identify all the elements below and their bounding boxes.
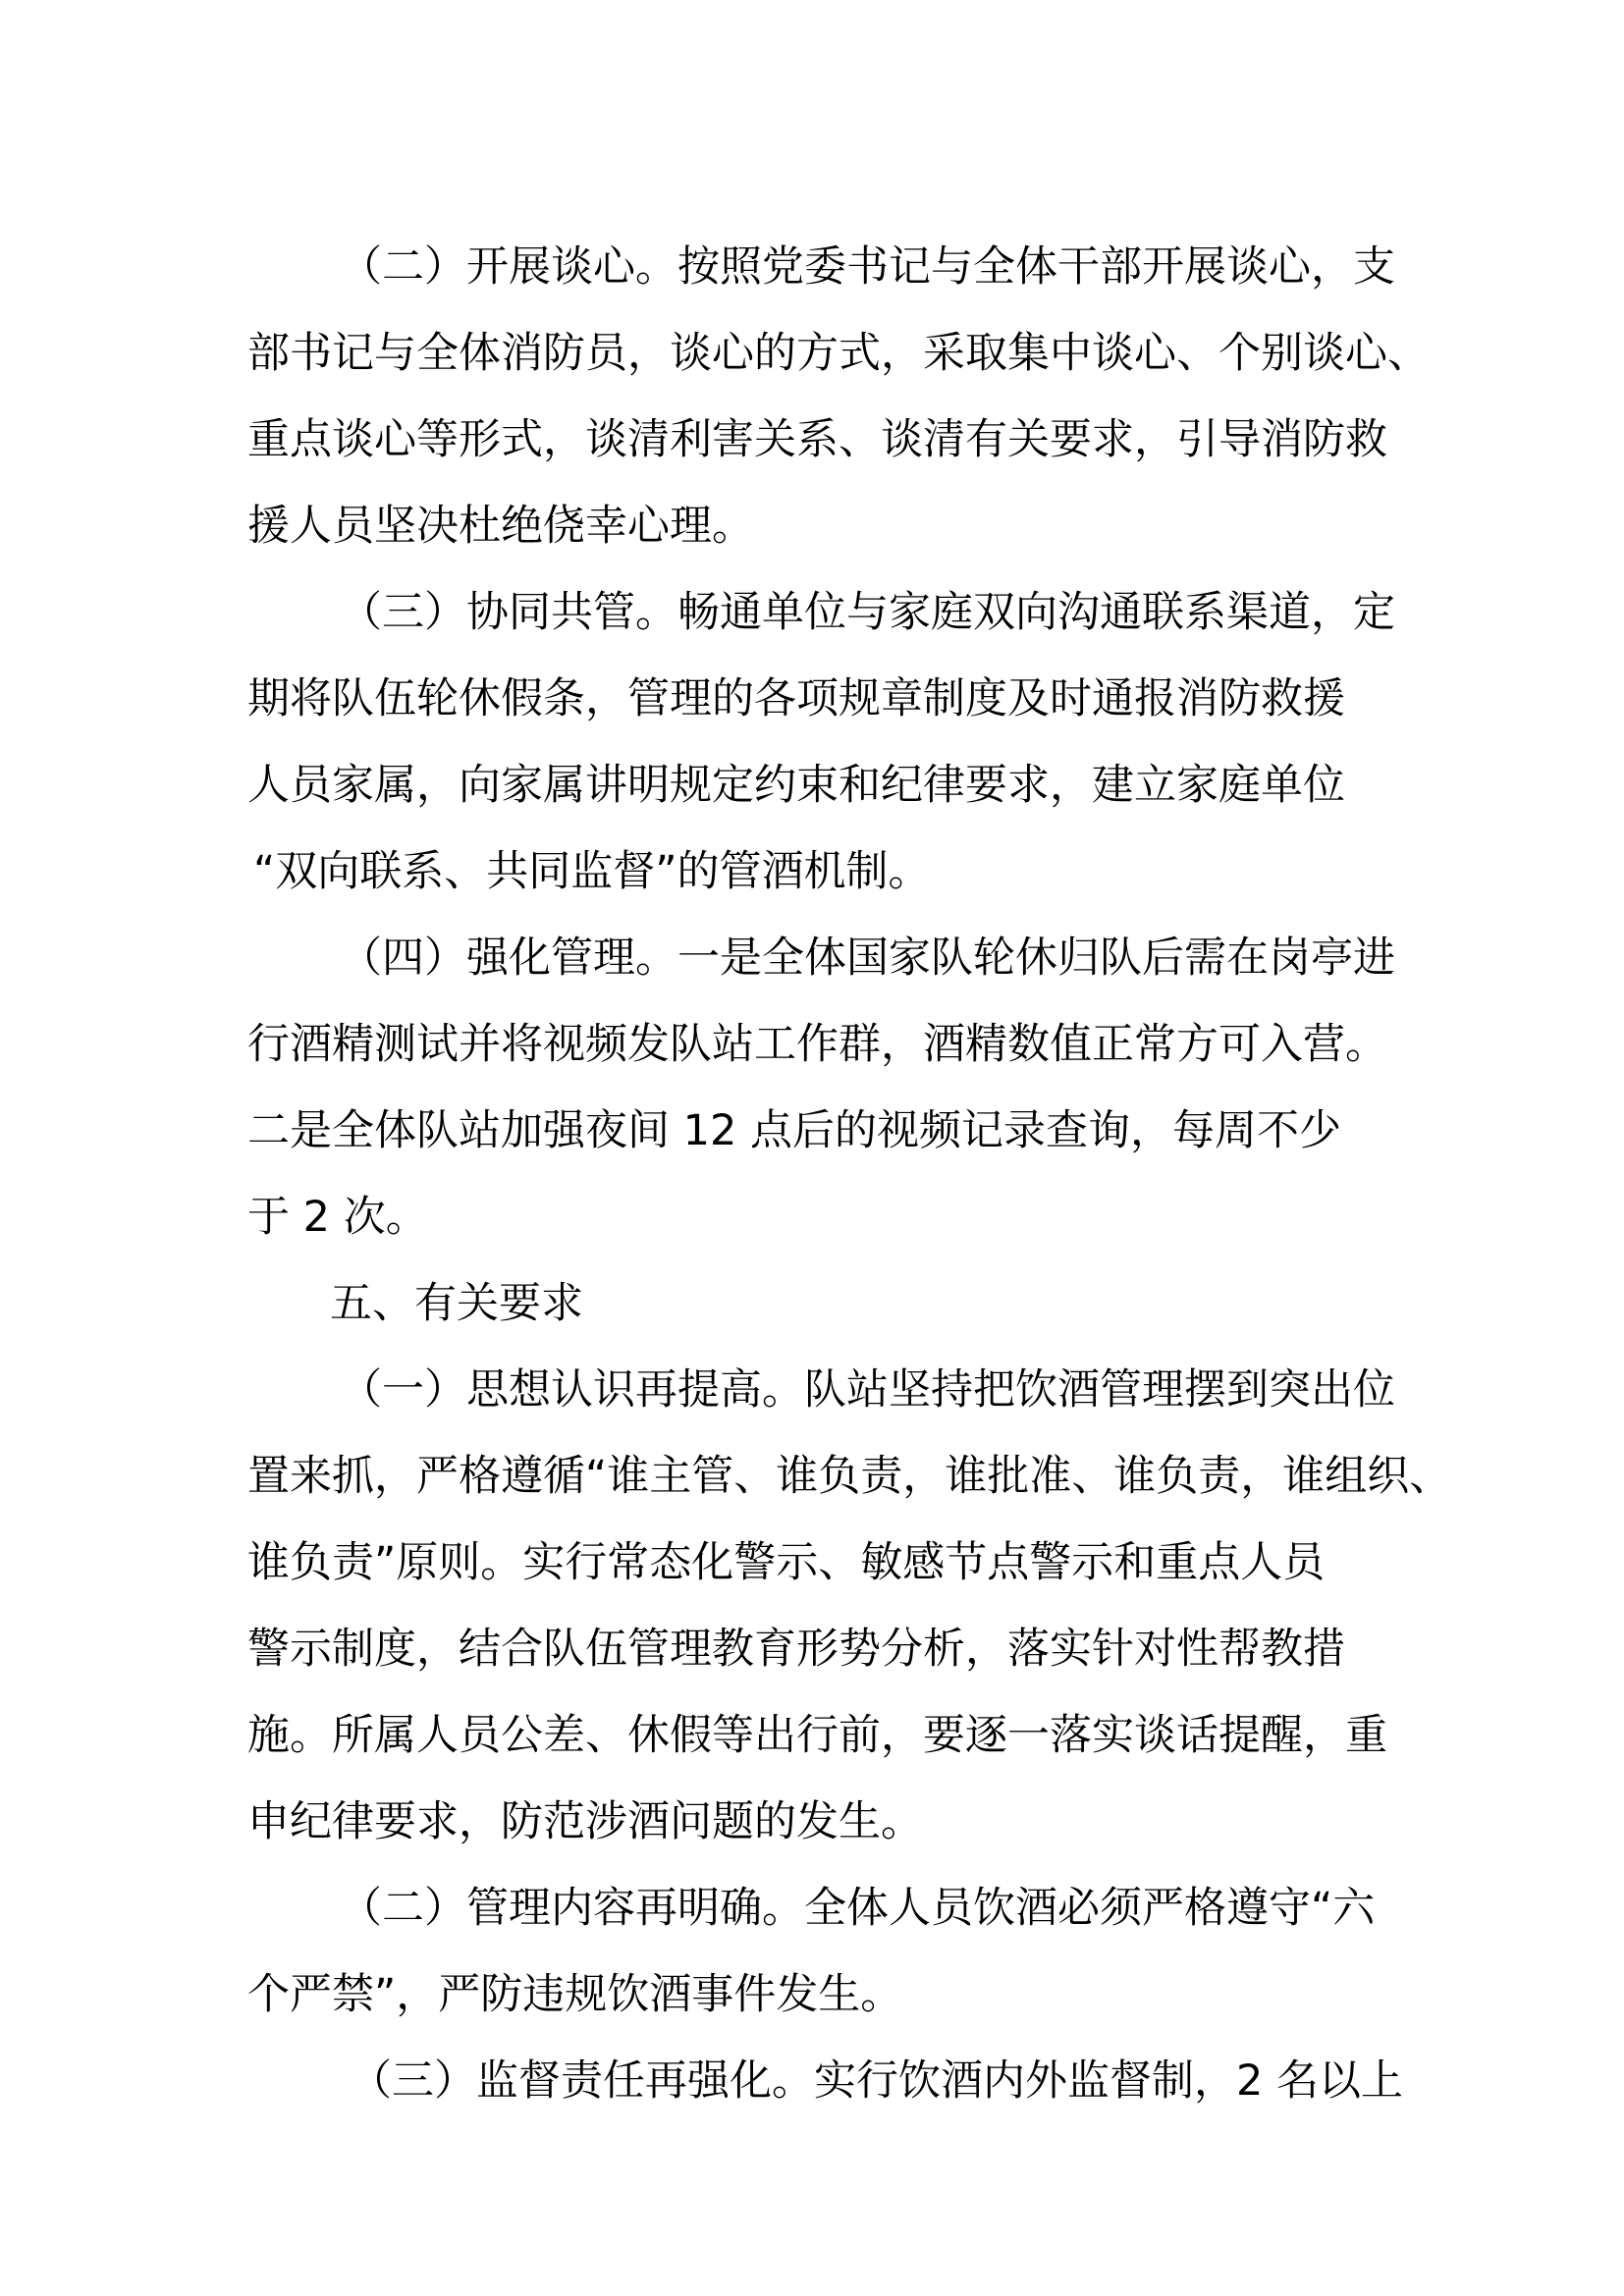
text-line: 施。所属人员公差、休假等出行前，要逐一落实谈话提醒，重: [247, 1711, 1387, 1760]
text-line: 置来抓，严格遵循“谁主管、谁负责，谁批准、谁负责，谁组织、: [247, 1452, 1452, 1501]
text-line: 期将队伍轮休假条，管理的各项规章制度及时通报消防救援: [247, 674, 1345, 723]
section-heading: 五、有关要求: [330, 1279, 583, 1328]
text-line: （四）强化管理。一是全体国家队轮休归队后需在岗亭进: [340, 934, 1395, 983]
text-line: 于 2 次。: [247, 1193, 428, 1242]
text-line: 二是全体队站加强夜间 12 点后的视频记录查询，每周不少: [247, 1106, 1342, 1155]
text-line: 申纪律要求，防范涉酒问题的发生。: [247, 1797, 923, 1846]
text-line: （一）思想认识再提高。队站坚持把饮酒管理摆到突出位: [340, 1365, 1395, 1415]
text-line: 重点谈心等形式，谈清利害关系、谈清有关要求，引导消防救: [247, 415, 1387, 464]
text-line: 警示制度，结合队伍管理教育形势分析，落实针对性帮教措: [247, 1625, 1345, 1674]
text-line: （三）监督责任再强化。实行饮酒内外监督制，2 名以上: [350, 2056, 1404, 2106]
text-line: 援人员坚决杜绝侥幸心理。: [247, 502, 754, 551]
text-line: （二）开展谈心。按照党委书记与全体干部开展谈心，支: [340, 242, 1395, 292]
text-line: 行酒精测试并将视频发队站工作群，酒精数值正常方可入营。: [247, 1020, 1387, 1069]
text-line: 部书记与全体消防员，谈心的方式，采取集中谈心、个别谈心、: [247, 329, 1430, 378]
text-line: 谁负责”原则。实行常态化警示、敏感节点警示和重点人员: [247, 1538, 1326, 1587]
text-line: 人员家属，向家属讲明规定约束和纪律要求，建立家庭单位: [247, 761, 1345, 810]
text-line: （二）管理内容再明确。全体人员饮酒必须严格遵守“六: [340, 1884, 1376, 1933]
text-line: 个严禁”，严防违规饮酒事件发生。: [247, 1970, 903, 2019]
document-body: [247, 224, 1452, 2124]
text-line: “双向联系、共同监督”的管酒机制。: [253, 847, 931, 896]
text-line: （三）协同共管。畅通单位与家庭双向沟通联系渠道，定: [340, 588, 1395, 637]
